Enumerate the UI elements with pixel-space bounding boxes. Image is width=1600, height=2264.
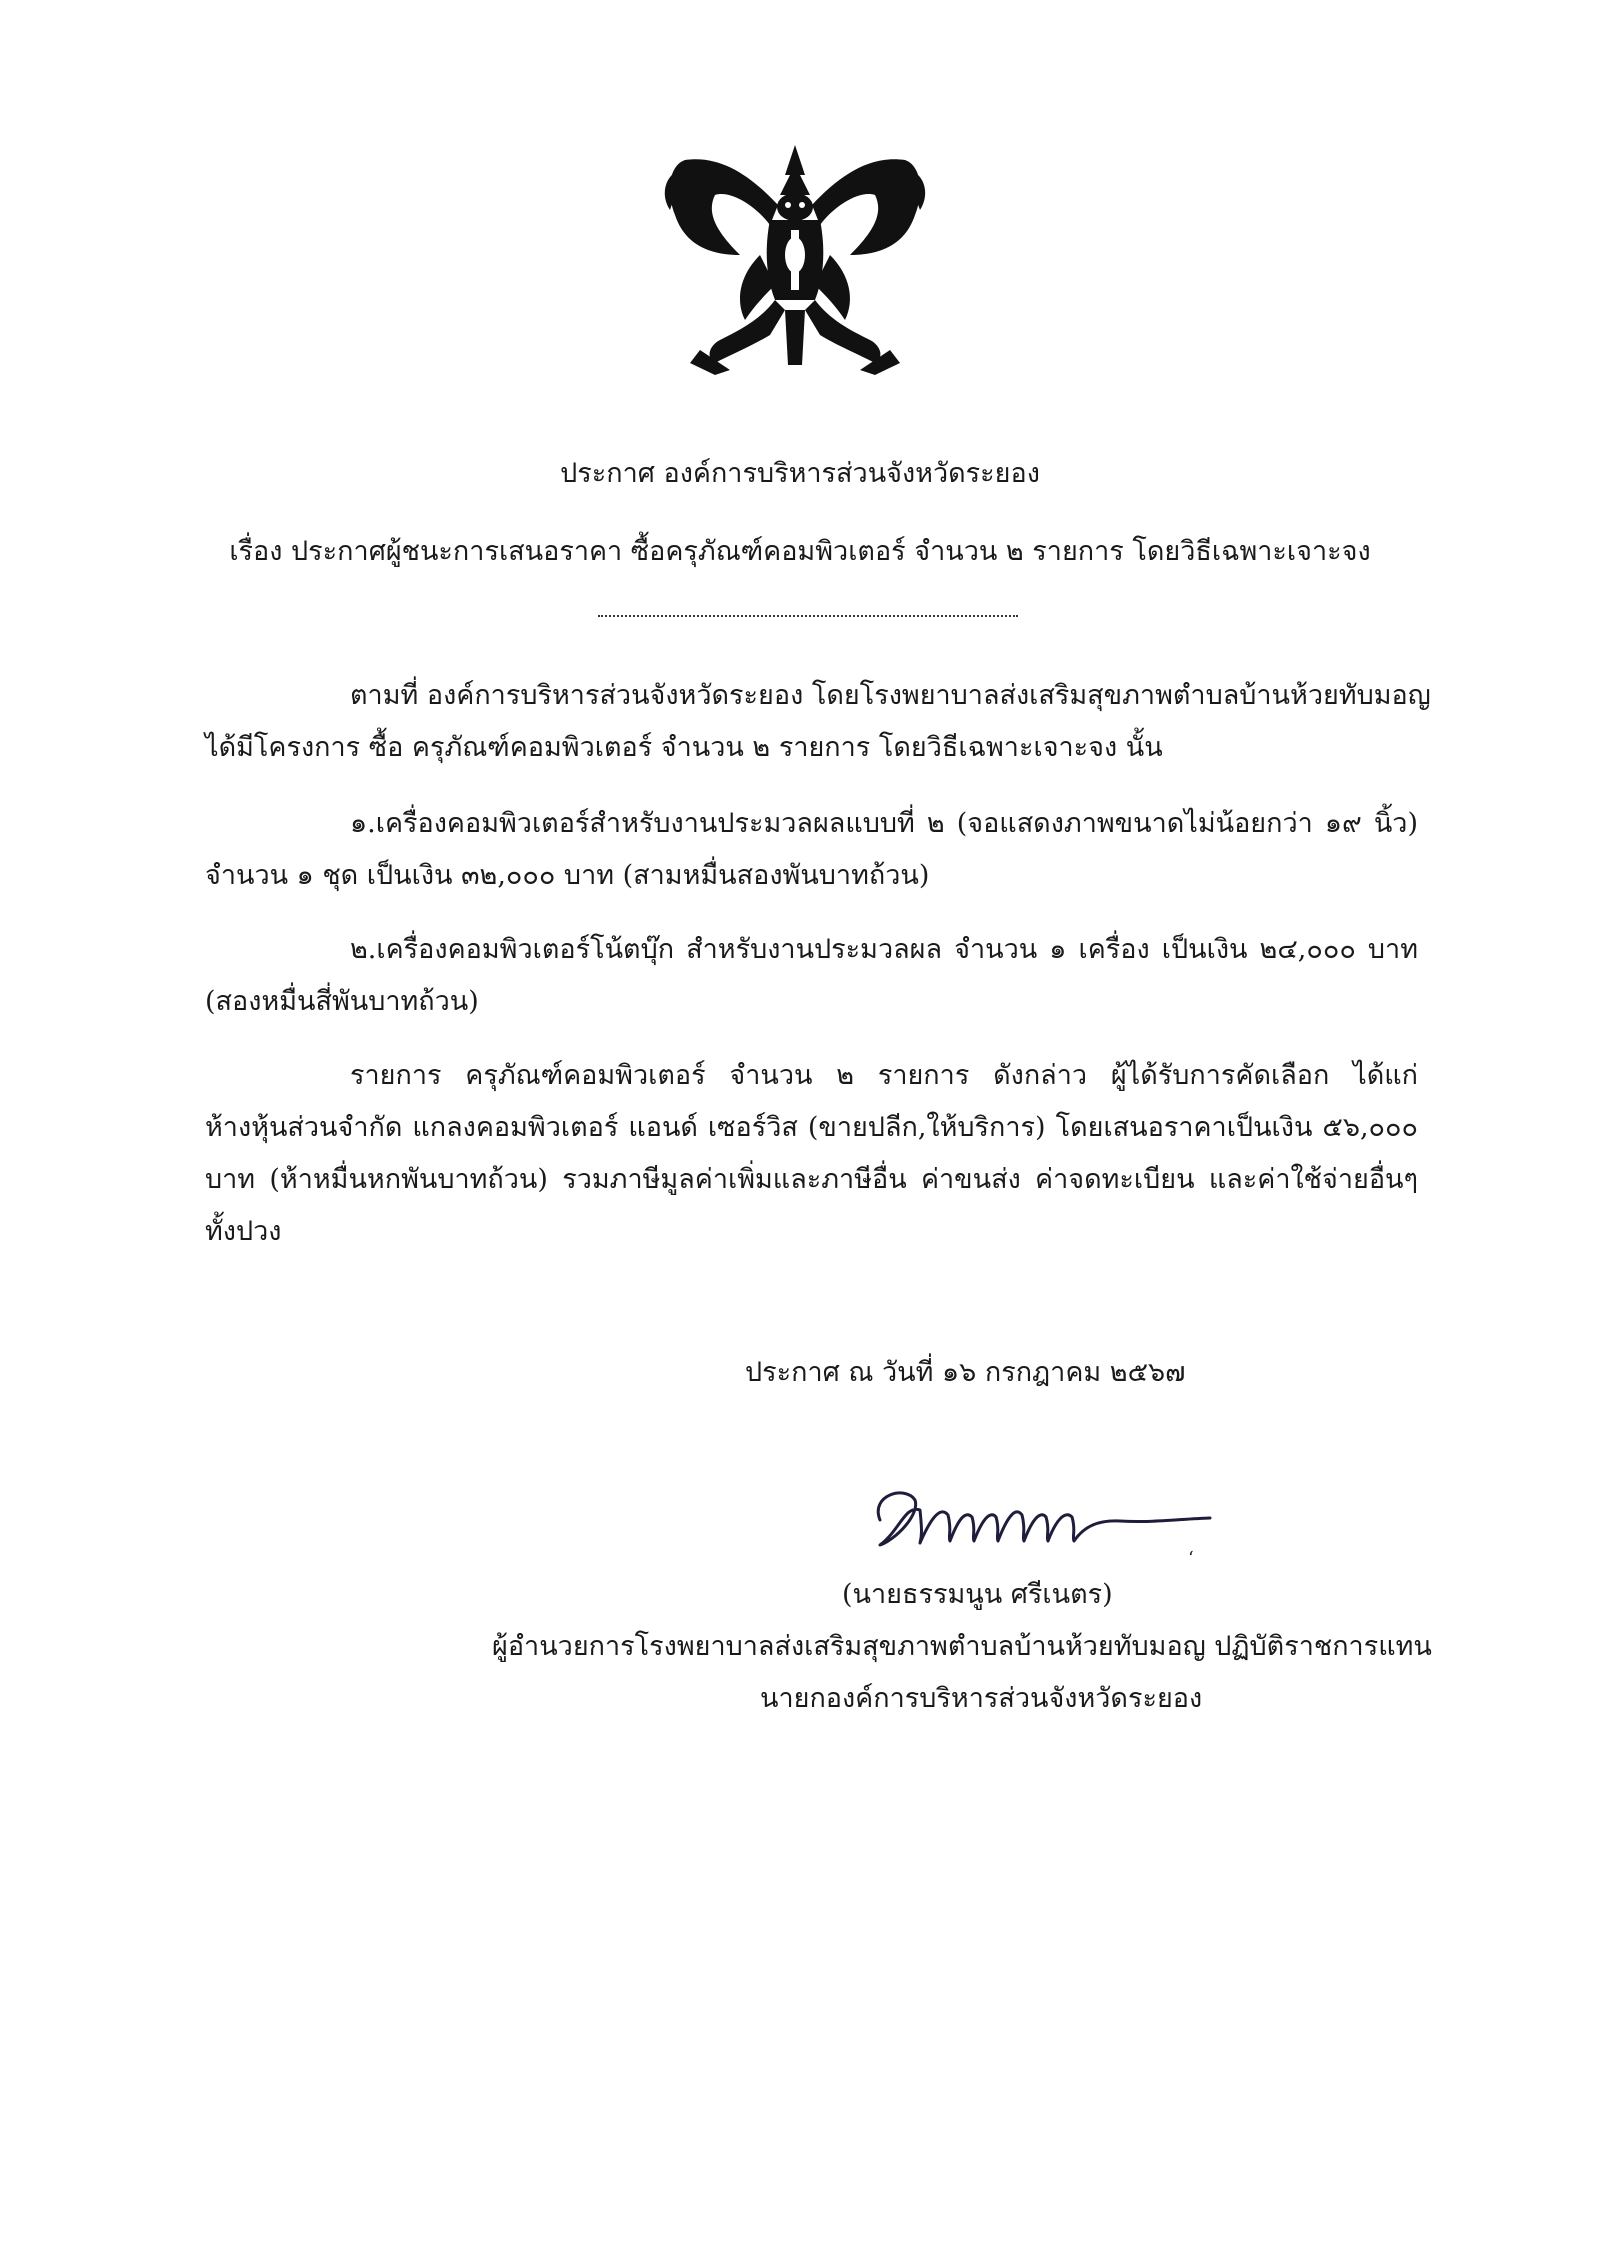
paragraph-1-line-1: ตามที่ องค์การบริหารส่วนจังหวัดระยอง โดยโรงพยาบาลส่งเสริมสุขภาพตำบลบ้านห้วยทับมอญ — [350, 680, 1431, 711]
title-separator — [598, 615, 1018, 617]
item-1-line-2: จำนวน ๑ ชุด เป็นเงิน ๓๒,๐๐๐ บาท (สามหมื่นสองพันบาทถ้วน) — [205, 860, 930, 891]
item-2-line-1: ๒.เครื่องคอมพิวเตอร์โน้ตบุ๊ก สำหรับงานประมวลผล จำนวน ๑ เครื่อง เป็นเงิน ๒๔,๐๐๐ บาท — [350, 934, 1418, 965]
item-1-line-1: ๑.เครื่องคอมพิวเตอร์สำหรับงานประมวลผลแบบที่ ๒ (จอแสดงภาพขนาดไม่น้อยกว่า ๑๙ นิ้ว) — [350, 808, 1418, 839]
paragraph-3-line-4: ทั้งปวง — [205, 1216, 282, 1247]
paragraph-3-line-1: รายการ ครุภัณฑ์คอมพิวเตอร์ จำนวน ๒ รายการ ดังกล่าว ผู้ได้รับการคัดเลือก ได้แก่ — [350, 1060, 1418, 1091]
announcement-date: ประกาศ ณ วันที่ ๑๖ กรกฎาคม ๒๕๖๗ — [745, 1357, 1186, 1388]
signer-position-line-1: ผู้อำนวยการโรงพยาบาลส่งเสริมสุขภาพตำบลบ้านห้วยทับมอญ ปฏิบัติราชการแทน — [492, 1631, 1432, 1662]
signer-position-line-2: นายกองค์การบริหารส่วนจังหวัดระยอง — [760, 1683, 1203, 1714]
paragraph-3-line-2: ห้างหุ้นส่วนจำกัด แกลงคอมพิวเตอร์ แอนด์ เซอร์วิส (ขายปลีก,ให้บริการ) โดยเสนอราคาเป็นเงิน ๕๖,๐๐๐ — [205, 1112, 1418, 1143]
handwritten-signature — [860, 1475, 1220, 1565]
item-2-line-2: (สองหมื่นสี่พันบาทถ้วน) — [205, 986, 479, 1017]
signature-mark: ‘ — [1188, 1548, 1194, 1569]
paragraph-1-line-2: ได้มีโครงการ ซื้อ ครุภัณฑ์คอมพิวเตอร์ จำนวน ๒ รายการ โดยวิธีเฉพาะเจาะจง นั้น — [205, 732, 1163, 763]
announcement-title: ประกาศ องค์การบริหารส่วนจังหวัดระยอง — [560, 458, 1040, 489]
announcement-subject: เรื่อง ประกาศผู้ชนะการเสนอราคา ซื้อครุภัณฑ์คอมพิวเตอร์ จำนวน ๒ รายการ โดยวิธีเฉพาะเจาะจง — [229, 536, 1371, 567]
garuda-emblem-icon — [660, 135, 930, 385]
paragraph-3-line-3: บาท (ห้าหมื่นหกพันบาทถ้วน) รวมภาษีมูลค่าเพิ่มและภาษีอื่น ค่าขนส่ง ค่าจดทะเบียน และค่าใช้จ่ายอื่นๆ — [205, 1164, 1418, 1195]
signer-name: (นายธรรมนูน ศรีเนตร) — [842, 1579, 1113, 1610]
